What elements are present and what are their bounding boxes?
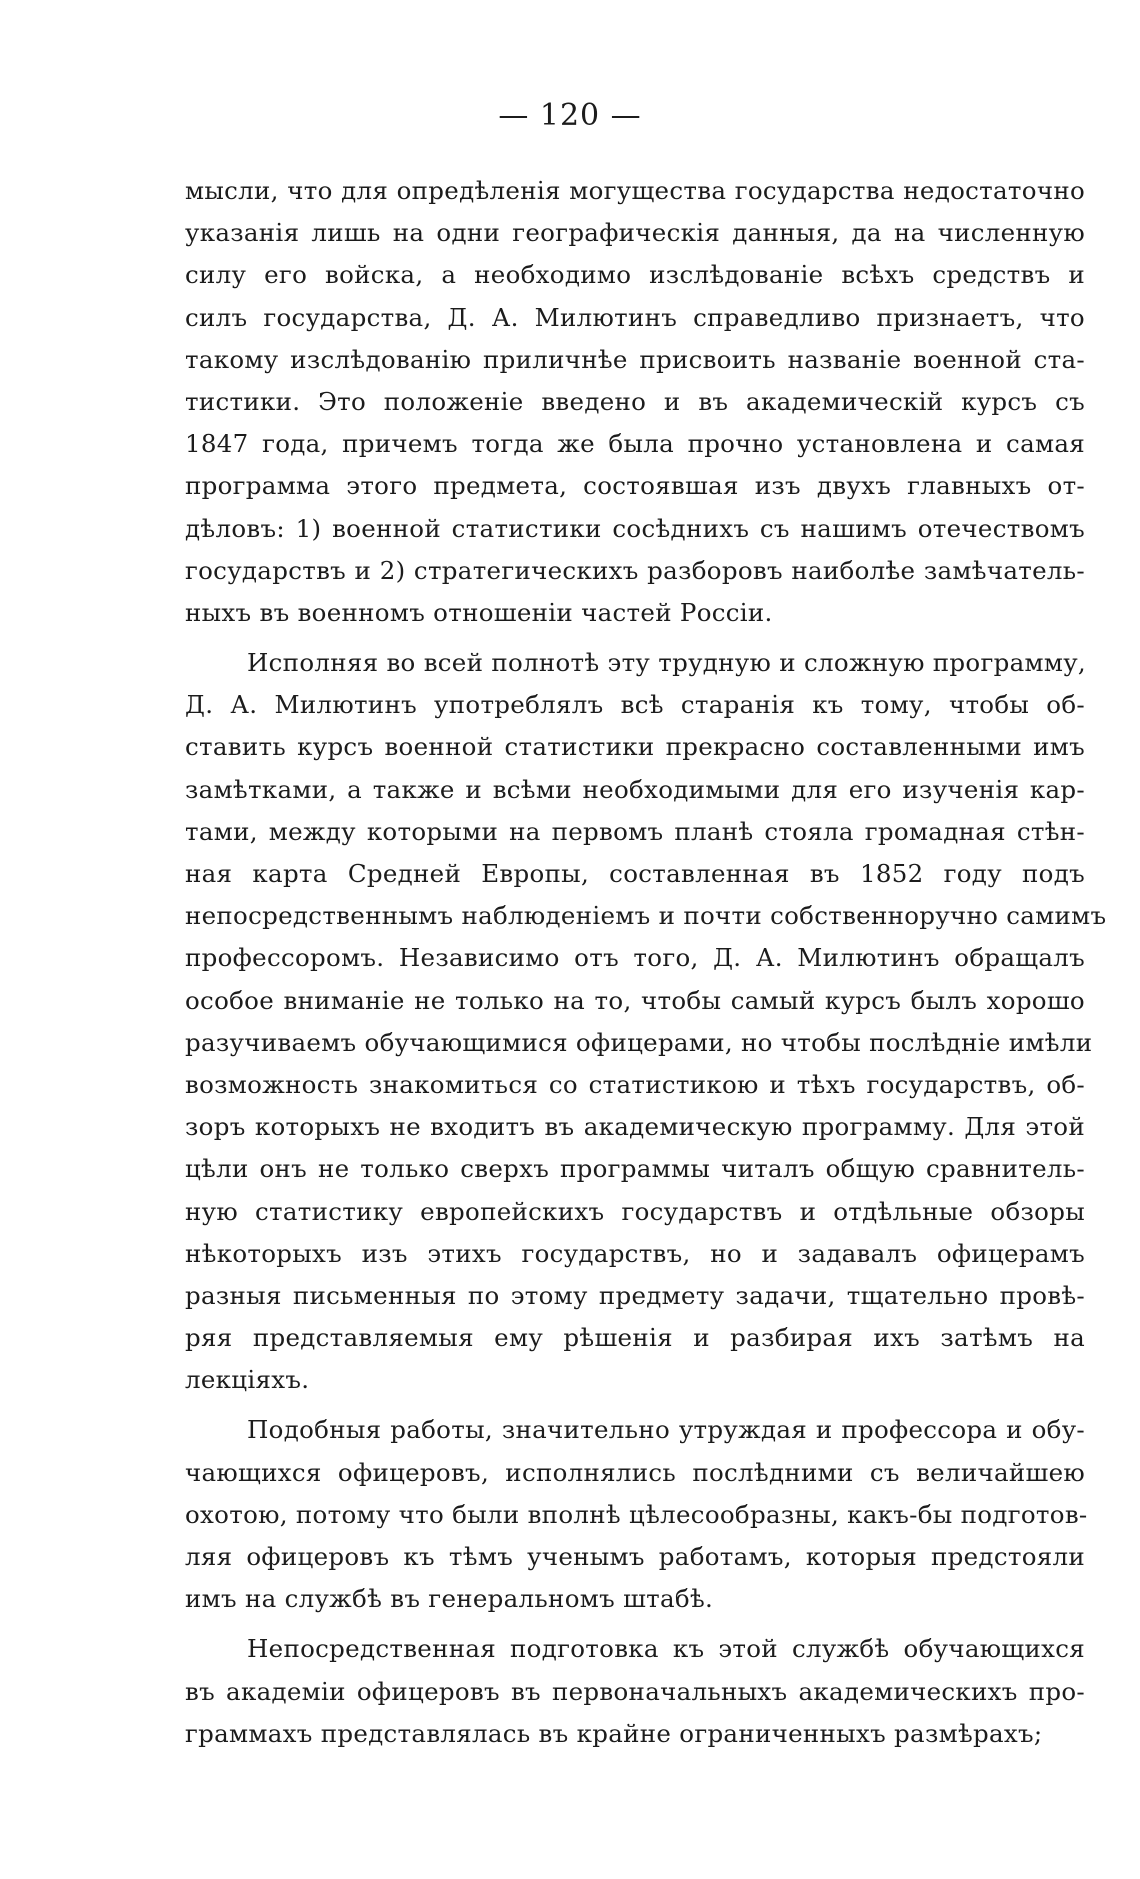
text-line: профессоромъ. Независимо отъ того, Д. А. Милютинъ обращалъ bbox=[185, 943, 1085, 973]
text-line: указанія лишь на одни географическія данныя, да на численную bbox=[185, 218, 1085, 248]
text-line: граммахъ представлялась въ крайне ограниченныхъ размѣрахъ; bbox=[185, 1718, 1043, 1748]
text-line: силъ государства, Д. А. Милютинъ справедливо признаетъ, что bbox=[185, 302, 1085, 332]
text-line: ныхъ въ военномъ отношеніи частей Россіи. bbox=[185, 597, 773, 627]
body-text bbox=[185, 170, 1107, 1755]
paragraph bbox=[185, 170, 1085, 634]
paragraph bbox=[185, 1409, 1088, 1620]
text-line: мысли, что для опредѣленія могущества государства недостаточно bbox=[185, 176, 1085, 205]
text-line: Исполняя во всей полнотѣ эту трудную и сложную программу, bbox=[247, 648, 1086, 678]
text-line: въ академіи офицеровъ въ первоначальныхъ академическихъ про- bbox=[185, 1676, 1085, 1706]
paragraph bbox=[185, 1628, 1085, 1755]
text-line: ляя офицеровъ къ тѣмъ ученымъ работамъ, которыя предстояли bbox=[185, 1542, 1085, 1571]
text-line: ная карта Средней Европы, составленная въ 1852 году подъ bbox=[185, 859, 1085, 888]
text-line: особое вниманіе не только на то, чтобы самый курсъ былъ хорошо bbox=[185, 985, 1085, 1015]
text-line: ряя представляемыя ему рѣшенія и разбирая ихъ затѣмъ на bbox=[185, 1323, 1085, 1353]
paragraph bbox=[185, 642, 1107, 1401]
text-line: разучиваемъ обучающимися офицерами, но чтобы послѣдніе имѣли bbox=[185, 1027, 1093, 1057]
text-line: дѣловъ: 1) военной статистики сосѣднихъ съ нашимъ отечествомъ bbox=[185, 513, 1085, 543]
text-line: государствъ и 2) стратегическихъ разборовъ наиболѣе замѣчатель- bbox=[185, 555, 1085, 585]
text-line: программа этого предмета, состоявшая изъ двухъ главныхъ от- bbox=[185, 471, 1085, 501]
text-line: лекціяхъ. bbox=[185, 1365, 310, 1395]
text-line: 1847 года, причемъ тогда же была прочно установлена и самая bbox=[185, 429, 1085, 459]
text-line: чающихся офицеровъ, исполнялись послѣдними съ величайшею bbox=[185, 1457, 1085, 1487]
text-line: зоръ которыхъ не входитъ въ академическую программу. Для этой bbox=[185, 1112, 1085, 1142]
text-line: цѣли онъ не только сверхъ программы читалъ общую сравнитель- bbox=[185, 1154, 1085, 1184]
text-line: тистики. Это положеніе введено и въ академическій курсъ съ bbox=[185, 386, 1085, 416]
text-line: разныя письменныя по этому предмету задачи, тщательно провѣ- bbox=[185, 1280, 1085, 1310]
page-number: — 120 — bbox=[498, 98, 642, 133]
text-line: Д. А. Милютинъ употреблялъ всѣ старанія къ тому, чтобы об- bbox=[185, 690, 1085, 720]
text-line: тами, между которыми на первомъ планѣ стояла громадная стѣн- bbox=[185, 816, 1085, 846]
text-line: нѣкоторыхъ изъ этихъ государствъ, но и задавалъ офицерамъ bbox=[185, 1238, 1085, 1268]
text-line: возможность знакомиться со статистикою и тѣхъ государствъ, об- bbox=[185, 1069, 1085, 1099]
text-line: непосредственнымъ наблюденіемъ и почти собственноручно самимъ bbox=[185, 901, 1107, 931]
text-line: ную статистику европейскихъ государствъ и отдѣльные обзоры bbox=[185, 1196, 1085, 1226]
text-line: такому изслѣдованію приличнѣе присвоить названіе военной ста- bbox=[185, 344, 1085, 374]
text-line: замѣтками, а также и всѣми необходимыми для его изученія кар- bbox=[185, 774, 1085, 804]
text-line: Подобныя работы, значительно утруждая и профессора и обу- bbox=[247, 1415, 1085, 1445]
text-line: ставить курсъ военной статистики прекрасно составленными имъ bbox=[185, 732, 1085, 762]
paragraph-gap bbox=[185, 1401, 1085, 1409]
text-line: имъ на службѣ въ генеральномъ штабѣ. bbox=[185, 1584, 714, 1614]
paragraph-gap bbox=[185, 634, 1085, 642]
paragraph-gap bbox=[185, 1620, 1085, 1628]
text-line: силу его войска, а необходимо изслѣдованіе всѣхъ средствъ и bbox=[185, 260, 1085, 290]
text-line: охотою, потому что были вполнѣ цѣлесообразны, какъ-бы подготов- bbox=[185, 1499, 1088, 1529]
text-line: Непосредственная подготовка къ этой службѣ обучающихся bbox=[247, 1634, 1085, 1664]
